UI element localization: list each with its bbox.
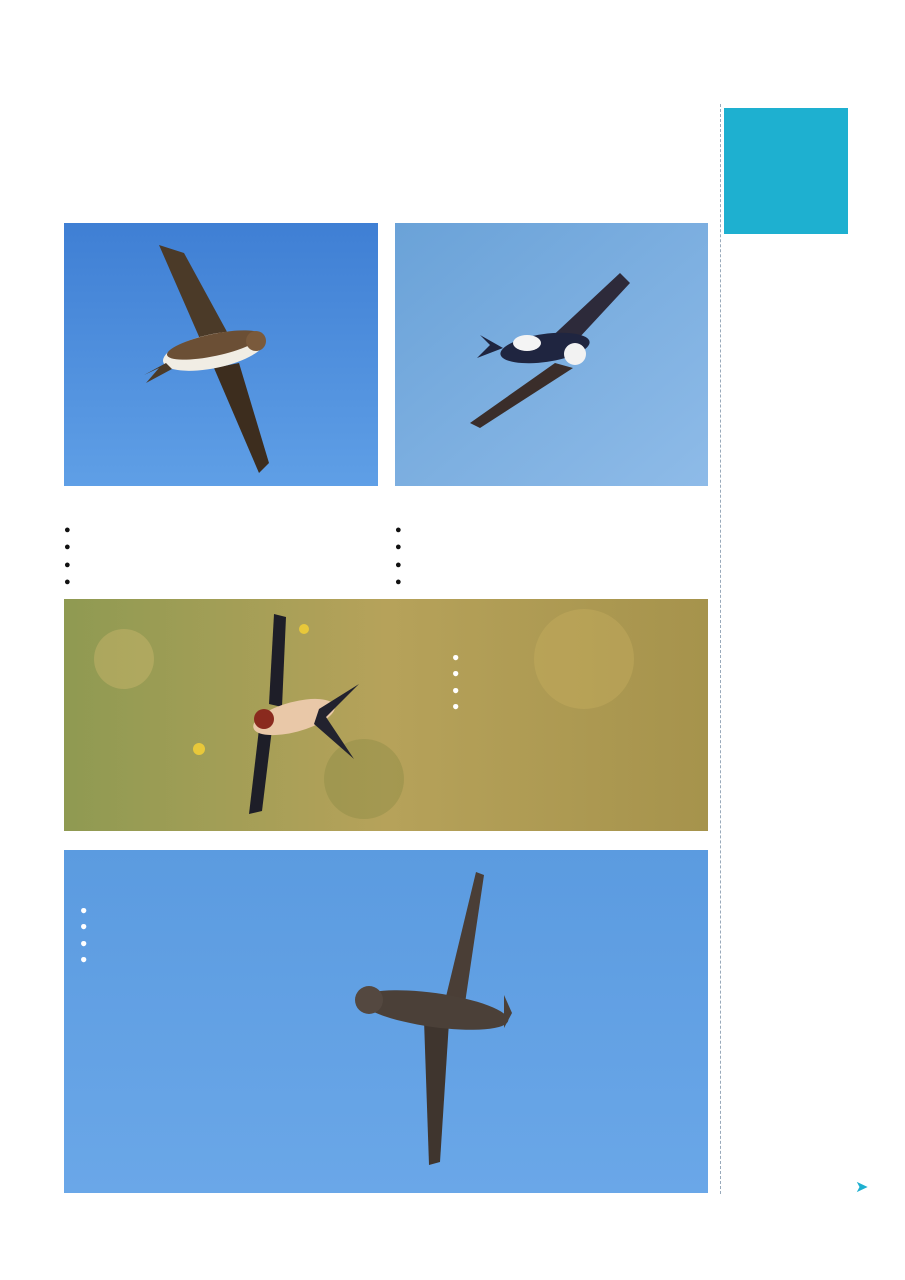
tides-blurb	[724, 117, 848, 124]
list-item	[395, 556, 402, 573]
house-martin-features	[395, 521, 402, 591]
list-item	[452, 665, 708, 681]
arrow-right-icon: ➤	[855, 1179, 869, 1196]
page-footer	[849, 1230, 853, 1244]
list-item	[452, 649, 708, 665]
sand-martin-features	[64, 521, 71, 591]
list-item	[80, 951, 365, 967]
swift-features	[80, 902, 365, 968]
list-item	[64, 521, 71, 538]
list-item	[80, 935, 365, 951]
tides-title	[724, 108, 848, 117]
list-item	[64, 538, 71, 555]
sidebar-divider	[720, 104, 721, 1194]
list-item	[64, 556, 71, 573]
list-item	[64, 573, 71, 590]
list-item	[452, 682, 708, 698]
sand-martin-photo	[64, 223, 378, 486]
list-item	[395, 573, 402, 590]
list-item	[80, 918, 365, 934]
list-item	[80, 902, 365, 918]
list-item	[452, 698, 708, 714]
tides-header-box	[724, 108, 848, 234]
swallow-features	[452, 649, 708, 715]
swallow-photo	[64, 599, 708, 831]
list-item	[395, 538, 402, 555]
house-martin-photo	[395, 223, 708, 486]
list-item	[395, 521, 402, 538]
